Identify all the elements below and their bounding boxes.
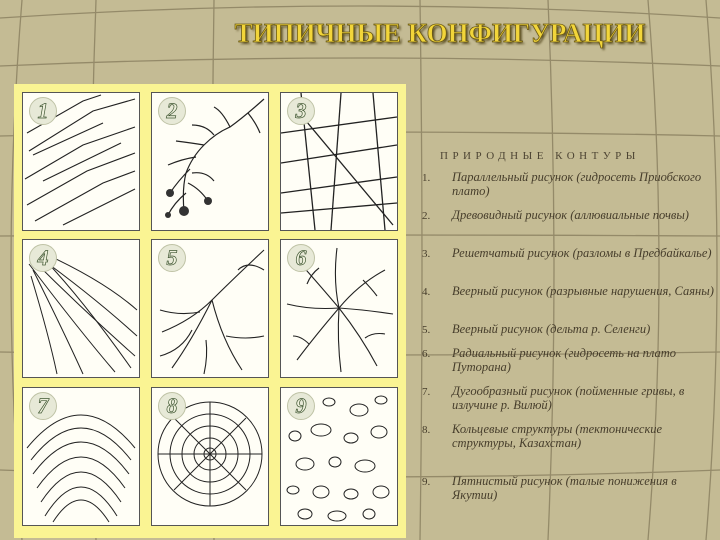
legend-item-number: 9. xyxy=(422,476,431,488)
legend-item-number: 1. xyxy=(422,172,431,184)
figure-number-badge: 7 xyxy=(29,392,57,420)
figure-6 xyxy=(280,239,398,378)
figure-8 xyxy=(151,387,269,526)
legend-item-text: Пятнистый рисунок (талые понижения в Якутии) xyxy=(452,474,677,502)
legend-item-text: Радиальный рисунок (гидросеть на плато Путорана) xyxy=(452,346,677,374)
figure-number-badge: 9 xyxy=(287,392,315,420)
figure-number-badge: 1 xyxy=(29,97,57,125)
legend-item-number: 4. xyxy=(422,286,431,298)
figure-number-badge: 6 xyxy=(287,244,315,272)
figure-number-badge: 3 xyxy=(287,97,315,125)
figure-panel xyxy=(14,84,406,538)
page-title: ТИПИЧНЫЕ КОНФИГУРАЦИИ xyxy=(234,18,646,48)
legend-item-text: Веерный рисунок (дельта р. Селенги) xyxy=(452,322,651,336)
legend-item-number: 7. xyxy=(422,386,431,398)
figure-number-badge: 8 xyxy=(158,392,186,420)
figure-5 xyxy=(151,239,269,378)
figure-2 xyxy=(151,92,269,231)
figure-9 xyxy=(280,387,398,526)
legend-item-number: 5. xyxy=(422,324,431,336)
legend-item-text: Древовидный рисунок (аллювиальные почвы) xyxy=(452,208,689,222)
legend-heading: ПРИРОДНЫЕ КОНТУРЫ xyxy=(440,150,640,162)
legend-item-number: 6. xyxy=(422,348,431,360)
figure-4 xyxy=(22,239,140,378)
legend-item-number: 2. xyxy=(422,210,431,222)
legend-item-number: 3. xyxy=(422,248,431,260)
legend-item-text: Дугообразный рисунок (пойменные гривы, в излучине р. Вилюй) xyxy=(452,384,685,412)
legend-item-text: Параллельный рисунок (гидросеть Приобского плато) xyxy=(452,170,702,198)
legend-item-number: 8. xyxy=(422,424,431,436)
figure-number-badge: 4 xyxy=(29,244,57,272)
figure-7 xyxy=(22,387,140,526)
figure-number-badge: 5 xyxy=(158,244,186,272)
figure-1 xyxy=(22,92,140,231)
legend-item-text: Кольцевые структуры (тектонические структуры, Казахстан) xyxy=(452,422,663,450)
figure-3 xyxy=(280,92,398,231)
legend-item-text: Веерный рисунок (разрывные нарушения, Саяны) xyxy=(452,284,714,298)
legend-item-text: Решетчатый рисунок (разломы в Предбайкалье) xyxy=(452,246,712,260)
figure-number-badge: 2 xyxy=(158,97,186,125)
